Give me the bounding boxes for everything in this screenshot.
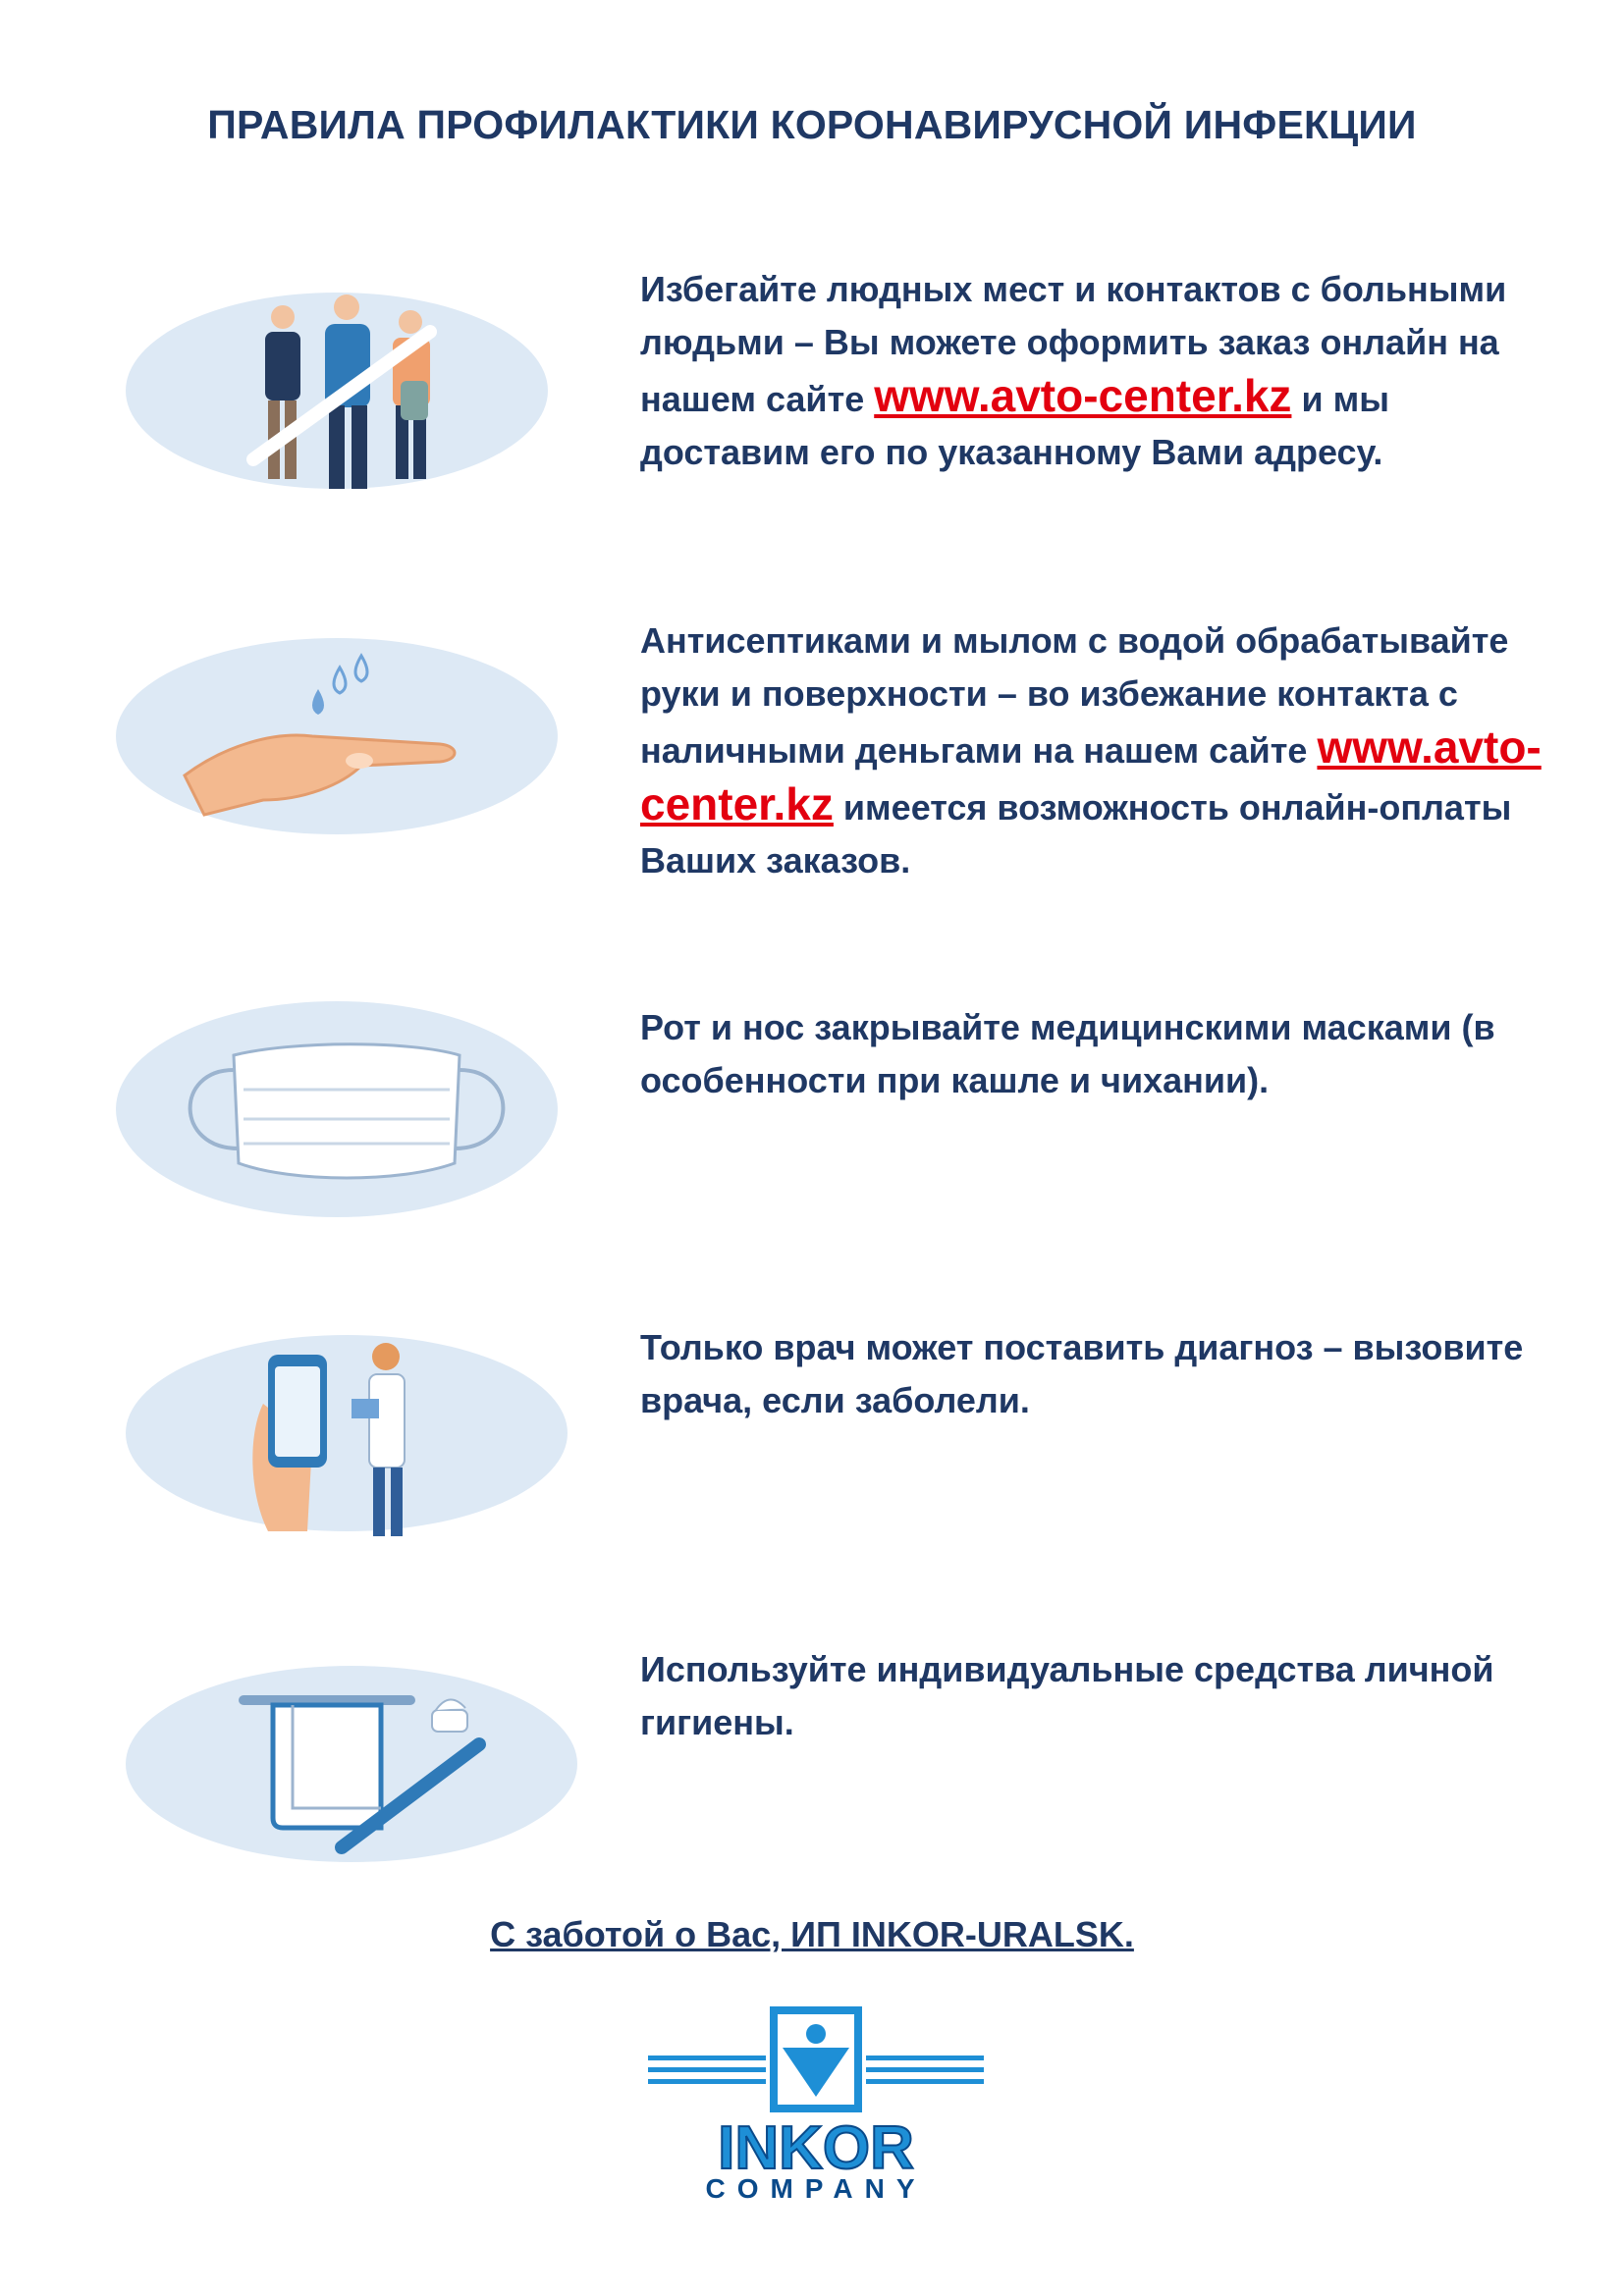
site-link-1[interactable]: www.avto-center.kz <box>874 370 1292 421</box>
medical-mask-icon <box>116 1001 577 1227</box>
rule-text-3: Рот и нос закрывайте медицинскими масками (в особенности при кашле и чихании). <box>640 1007 1495 1100</box>
site-link-2[interactable]: www.avto-center.kz <box>640 721 1542 829</box>
rule-2-text-after: имеется возможность онлайн-оплаты Ваших заказов. <box>640 787 1512 881</box>
phone-doctor-icon <box>116 1325 577 1551</box>
logo-subtitle: COMPANY <box>705 2173 927 2204</box>
hands-drops-icon <box>116 628 577 854</box>
rule-text-5: Используйте индивидуальные средства личной гигиены. <box>640 1649 1494 1742</box>
rule-2-text-before: Антисептиками и мылом с водой обрабатывайте руки и поверхности – во избежание контакта с наличными деньгами на нашем сайте <box>640 620 1509 771</box>
inkor-logo <box>621 1997 1009 2211</box>
footer-signature: С заботой о Вас, ИП INKOR-URALSK. <box>490 1914 1134 1954</box>
rule-text-1 <box>640 263 1543 479</box>
logo-wordmark: INKOR <box>718 2114 914 2182</box>
page-title: ПРАВИЛА ПРОФИЛАКТИКИ КОРОНАВИРУСНОЙ ИНФЕКЦИИ <box>207 102 1417 147</box>
towel-toothbrush-icon <box>116 1651 577 1877</box>
rule-1-text-before: Избегайте людных мест и контактов с больными людьми – Вы можете оформить заказ онлайн на нашем сайте <box>640 269 1507 419</box>
rule-1-text-after: и мы доставим его по указанному Вами адресу. <box>640 379 1389 472</box>
rule-text-4: Только врач может поставить диагноз – вызовите врача, если заболели. <box>640 1327 1524 1420</box>
rule-text-2 <box>640 614 1543 887</box>
crowd-crossed-icon <box>116 283 577 508</box>
